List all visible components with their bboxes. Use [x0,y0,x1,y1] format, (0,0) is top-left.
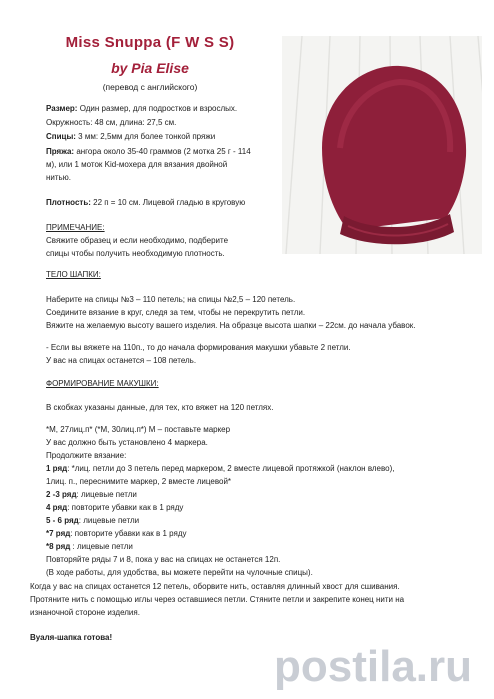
body-line-5: У вас на спицах останется – 108 петель. [46,356,197,365]
row-2-3-label: 2 -3 ряд [46,490,77,499]
needles-text: 3 мм: 2,5мм для более тонкой пряжи [75,132,216,141]
row-5-6-text: : лицевые петли [78,516,140,525]
row-1 [46,462,395,475]
density-label: Плотность: [46,198,91,207]
row-8-label: *8 ряд [46,542,71,551]
row-1-label: 1 ряд [46,464,68,473]
postila-watermark-logo [270,625,492,699]
done-line: Вуаля-шапка готова! [30,633,113,642]
row-4-label: 4 ряд [46,503,68,512]
watermark-text: postila.ru [274,642,473,691]
needles-line [46,130,215,143]
row-5-6 [46,514,139,527]
size-text: Один размер, для подростков и взрослых. [77,104,238,113]
yarn-label: Пряжа: [46,147,75,156]
row-2-3-text: : лицевые петли [76,490,137,499]
finish-line-3: изнаночной стороне изделия. [30,608,140,617]
hat-photo [282,36,482,254]
hint-line: (В ходе работы, для удобства, вы можете перейти на чулочные спицы). [46,568,313,577]
size-line [46,102,237,115]
row-5-6-label: 5 - 6 ряд [46,516,79,525]
note-line-1: Свяжите образец и если необходимо, подберите [46,236,229,245]
row-4-text: : повторите убавки как в 1 ряду [67,503,184,512]
yarn-line-3: нитью. [46,173,71,182]
body-line-4: - Если вы вяжете на 110п., то до начала формирования макушки убавьте 2 петли. [46,343,351,352]
size-label: Размер: [46,104,78,113]
row-7-label: *7 ряд [46,529,71,538]
row-7 [46,527,187,540]
needles-label: Спицы: [46,132,76,141]
row-1-cont: 1лиц. п., переснимите маркер, 2 вместе лицевой* [46,477,232,486]
density-text: 22 п = 10 см. Лицевой гладью в круговую [90,198,246,207]
row-4 [46,501,183,514]
body-line-1: Наберите на спицы №3 – 110 петель; на спицы №2,5 – 120 петель. [46,295,296,304]
row-2-3 [46,488,137,501]
row-8 [46,540,133,553]
translation-note: (перевод с английского) [102,82,198,92]
finish-line-2: Протяните нить с помощью иглы через оставшиеся петли. Стяните петли и закрепите конец нити на [30,595,405,604]
row-1-text: : *лиц. петли до 3 петель перед маркером, 2 вместе лицевой протяжкой (наклон влево), [67,464,395,473]
body-line-3: Вяжите на желаемую высоту вашего изделия. На образце высота шапки – 22см. до начала убавок. [46,321,416,330]
pattern-author: by Pia Elise [111,60,189,76]
yarn-line-2: м), или 1 моток Kid-мохера для вязания двойной [46,160,228,169]
repeat-line: Повторяйте ряды 7 и 8, пока у вас на спицах не останется 12п. [46,555,281,564]
markers-count: У вас должно быть установлено 4 маркера. [46,438,208,447]
yarn-text: ангора около 35-40 граммов (2 мотка 25 г - 114 [74,147,251,156]
note-heading: ПРИМЕЧАНИЕ: [46,223,105,232]
body-line-2: Соедините вязание в круг, следя за тем, чтобы не перекрутить петли. [46,308,306,317]
row-7-text: : повторите убавки как в 1 ряду [70,529,187,538]
yarn-line [46,145,251,158]
crown-intro: В скобках указаны данные, для тех, кто вяжет на 120 петлях. [46,403,274,412]
density-line [46,196,245,209]
row-8-text: : лицевые петли [70,542,133,551]
circumference-line: Окружность: 48 см, длина: 27,5 см. [46,118,177,127]
finish-line-1: Когда у вас на спицах останется 12 петель, оборвите нить, оставляя длинный хвост для сшивания. [30,582,400,591]
pattern-title: Miss Snuppa (F W S S) [65,34,235,51]
body-heading: ТЕЛО ШАПКИ: [46,270,101,279]
note-line-2: спицы чтобы получить необходимую плотность. [46,249,225,258]
crown-heading: ФОРМИРОВАНИЕ МАКУШКИ: [46,379,159,388]
marker-line: *М, 27лиц.п* (*М, 30лиц.п*) М – поставьте маркер [46,425,231,434]
continue-line: Продолжите вязание: [46,451,127,460]
